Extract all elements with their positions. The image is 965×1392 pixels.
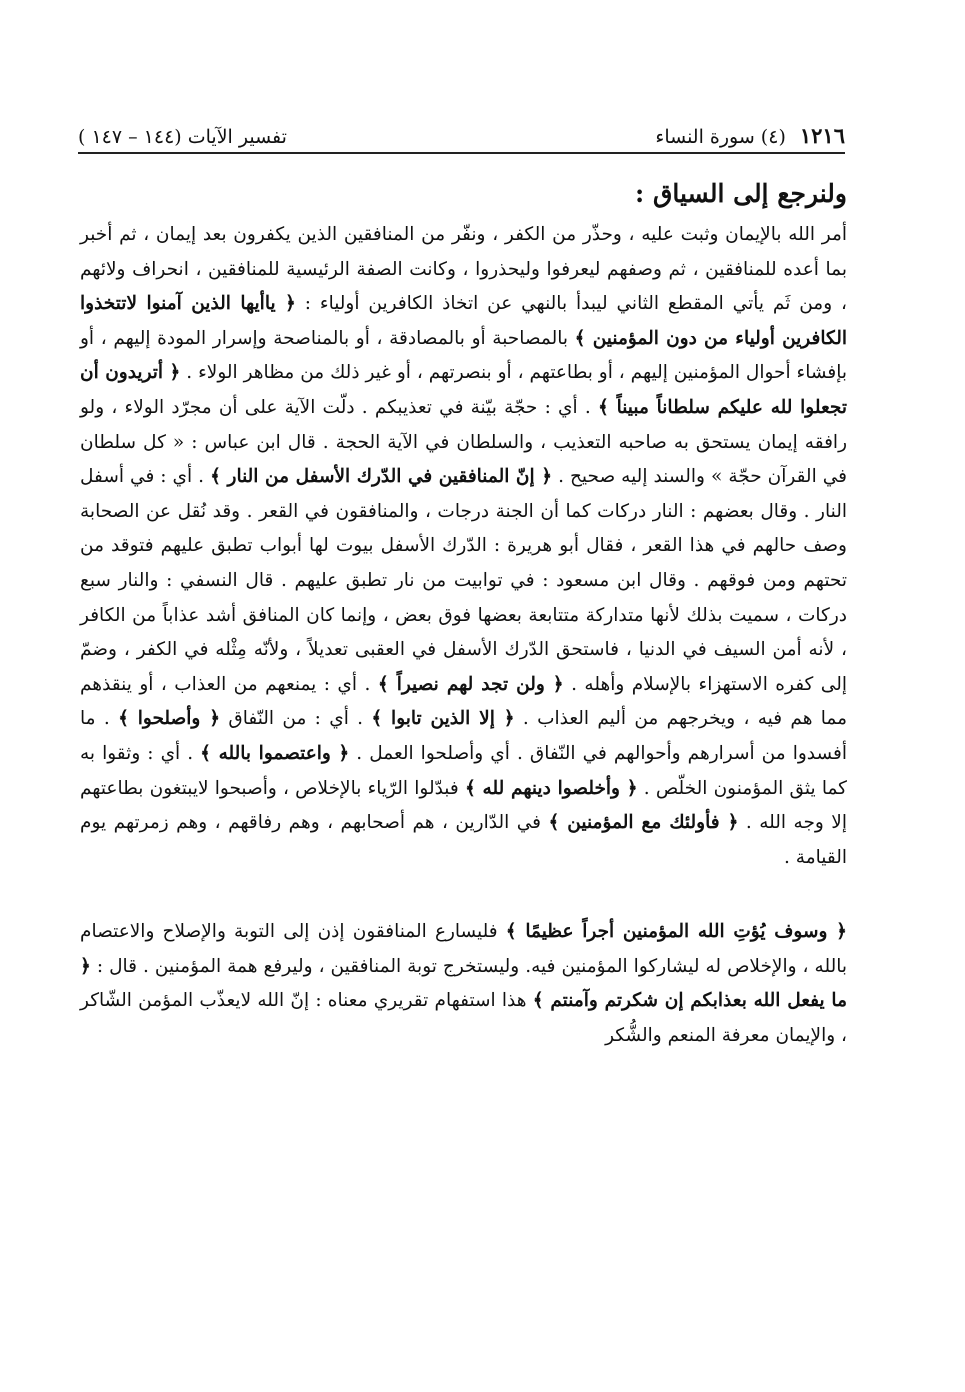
quran-quote: ﴿ ولن تجد لهم نصيراً ﴾ <box>377 673 564 695</box>
quran-quote: ﴿ وأصلحوا ﴾ <box>118 708 221 730</box>
quran-quote: ﴿ ما يفعل الله بعذابكم إن شكرتم وآمنتم ﴾ <box>80 955 847 1012</box>
quran-quote: ﴿ إنّ المنافقين في الدّرك الأسفل من النار ﴾ <box>210 466 553 488</box>
quran-quote: ﴿ وأخلصوا دينهم لله ﴾ <box>464 777 638 799</box>
text-span: فليسارع المنافقون إذن إلى التوبة والإصلاح والاعتصام بالله ، والإخلاص له ليشاركوا المؤمنين فيه. وليستخرج توبة المنافقين ، وليرفع همة المؤمنين . قال : <box>80 921 847 977</box>
text-span: . أي : يمنعهم من العذاب ، أو ينقذهم مما هم فيه ، ويخرجهم من أليم العذاب . <box>80 673 848 730</box>
page-number: ١٢١٦ <box>799 123 845 148</box>
quran-quote: ﴿ واعتصموا بالله ﴾ <box>200 742 350 764</box>
quran-quote: ﴿ إلا الذين تابوا ﴾ <box>371 708 515 730</box>
text-span: في الدّارين ، هم أصحابهم ، وهم رفاقهم ، وهم زمرتهم يوم القيامة . <box>80 812 847 868</box>
text-span: . أي : من النّفاق <box>220 708 372 730</box>
text-span: فبدّلوا الرّياء بالإخلاص ، وأصبحوا لايبتغون بطاعتهم إلا وجه الله . <box>80 777 847 834</box>
paragraph-gap <box>80 875 847 915</box>
text-span: . أي : حجّة بيّنة في تعذيبكم . دلّت الآية على أن مجرّد الولاء ، ولو رافقه إيمان يستحق به صاحبه التعذيب ، والسلطان في الآية الحجة . قال ابن عباس : « كل سلطان في القرآن حجّة » والسند إليه صحيح . <box>80 396 847 488</box>
text-span: هذا استفهام تقريري معناه : إنّ الله لايعذّب المؤمن الشّاكر ، والإيمان معرفة المنعم والشُّكر <box>80 990 847 1047</box>
quran-quote: ﴿ أتريدون أن تجعلوا لله عليكم سلطاناً مبيناً ﴾ <box>80 362 847 418</box>
running-header <box>78 116 845 148</box>
header-right <box>655 123 845 148</box>
header-divider <box>78 152 845 154</box>
section-heading: ولنرجع إلى السياق : <box>635 179 847 208</box>
quran-quote: ﴿ فأولئك مع المؤمنين ﴾ <box>548 812 739 834</box>
paragraph-2 <box>80 915 847 1053</box>
text-span: . أي : في أسفل النار . وقال بعضهم : النار دركات كما أن الجنة درجات ، والمنافقون في القعر . وقد نُقل عن الصحابة وصف حالهم في هذا القعر ، فقال أبو هريرة : الدّرك الأسفل بيوت لها أبواب تطبق عليهم فتوقد من تحتهم ومن فوقهم . وقال ابن مسعود : في توابيت من نار تطبق عليهم . قال النسفي : والنار سبع دركات ، سميت بذلك لأنها متداركة متتابعة بعضها فوق بعض ، وإنما كان المنافق أشد عذاباً من الكافر ، لأنه أمن السيف في الدنيا ، فاستحق الدّرك الأسفل في العقبى تعديلاً ، ولأنّه مِثْله في الكفر ، وضمّ إلى كفره الاستهزاء بالإسلام وأهله . <box>80 466 848 695</box>
paragraph-1 <box>80 218 847 875</box>
text-span: بالمصاحبة أو بالمصادقة ، أو بالمناصحة وإسرار المودة إليهم ، أو بإفشاء أحوال المؤمنين إليهم ، أو بطاعتهم ، أو بنصرتهم ، أو غير ذلك من مظاهر الولاء . <box>80 327 847 384</box>
verses-label: تفسير الآيات (١٤٤ – ١٤٧ ) <box>78 126 287 148</box>
page-body <box>80 172 847 1352</box>
text-span: أمر الله بالإيمان وثبت عليه ، وحذّر من الكفر ، ونفّر من المنافقين الذين يكفرون بعد إيمان ، ثم أخبر بما أعده للمنافقين ، ثم وصفهم ليعرفوا وليحذروا ، وكانت الصفة الرئيسية للمنافقين ، انحراف ولائهم ، ومن ثَم يأتي المقطع الثاني ليبدأ بالنهي عن اتخاذ الكافرين أولياء : <box>80 224 848 315</box>
quran-quote: ﴿ وسوف يُؤتِ الله المؤمنين أجراً عظيمًا ﴾ <box>505 921 847 943</box>
text-span: . أي : وثقوا به كما يثق المؤمنون الخلّص . <box>80 742 847 799</box>
text-span: . ما أفسدوا من أسرارهم وأحوالهم في النّفاق . أي وأصلحوا العمل . <box>80 708 847 764</box>
surah-label: (٤) سورة النساء <box>655 126 786 148</box>
quran-quote: ﴿ ياأيها الذين آمنوا لاتتخذوا الكافرين أولياء من دون المؤمنين ﴾ <box>80 293 847 349</box>
